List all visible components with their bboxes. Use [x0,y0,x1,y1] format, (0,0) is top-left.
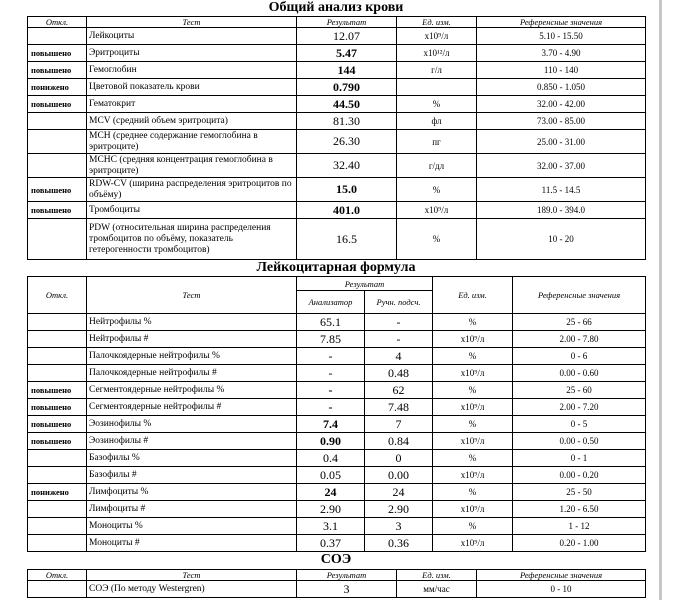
flag-cell [28,467,87,484]
test-name-cell: СОЭ (По методу Westergren) [87,581,297,598]
reference-cell: 32.00 - 42.00 [477,96,646,113]
test-name-cell: Моноциты % [87,518,297,535]
flag-cell: повышено [28,399,87,416]
test-name-cell: PDW (относительная ширина распределения тромбоцитов по объёму, показатель гетерогенности тромбоцитов) [87,219,297,260]
test-name-cell: Сегментоядерные нейтрофилы # [87,399,297,416]
manual-count-cell: - [365,331,433,348]
manual-count-cell: 7 [365,416,433,433]
flag-cell [28,535,87,552]
reference-cell: 25 - 50 [513,484,646,501]
wbc-table [27,276,646,552]
flag-cell: повышено [28,62,87,79]
reference-cell: 0.00 - 0.50 [513,433,646,450]
table-row [28,433,646,450]
flag-cell [28,28,87,45]
test-name-cell: Палочкоядерные нейтрофилы % [87,348,297,365]
test-name-cell: Базофилы % [87,450,297,467]
test-name-cell: MCHC (средняя концентрация гемоглобина в эритроците) [87,154,297,178]
table-row [28,467,646,484]
reference-cell: 2.00 - 7.20 [513,399,646,416]
manual-count-cell: 0.84 [365,433,433,450]
reference-cell: 32.00 - 37.00 [477,154,646,178]
flag-cell [28,113,87,130]
reference-cell: 110 - 140 [477,62,646,79]
table-row [28,416,646,433]
result-cell: 144 [297,62,397,79]
test-name-cell: Сегментоядерные нейтрофилы % [87,382,297,399]
analyzer-cell: - [297,348,365,365]
wbc-header-row-1 [28,277,646,291]
col-analyzer: Анализатор [297,291,365,314]
col-unit: Ед. изм. [397,17,477,28]
test-name-cell: Лимфоциты % [87,484,297,501]
flag-cell [28,518,87,535]
table-row [28,314,646,331]
analyzer-cell: - [297,365,365,382]
flag-cell: понижено [28,484,87,501]
flag-cell: повышено [28,96,87,113]
unit-cell: % [433,382,513,399]
reference-cell: 25 - 66 [513,314,646,331]
manual-count-cell: 2.90 [365,501,433,518]
test-name-cell: Моноциты # [87,535,297,552]
manual-count-cell: 24 [365,484,433,501]
test-name-cell: Палочкоядерные нейтрофилы # [87,365,297,382]
col-ref: Референсные значения [477,570,646,581]
unit-cell: x10⁹/л [433,331,513,348]
result-cell: 3 [297,581,397,598]
result-cell: 15.0 [297,178,397,202]
reference-cell: 0 - 1 [513,450,646,467]
table-row [28,79,646,96]
col-result: Результат [297,570,397,581]
flag-cell: повышено [28,382,87,399]
unit-cell: фл [397,113,477,130]
reference-cell: 10 - 20 [477,219,646,260]
table-row [28,581,646,598]
analyzer-cell: 0.05 [297,467,365,484]
reference-cell: 11.5 - 14.5 [477,178,646,202]
test-name-cell: Лимфоциты # [87,501,297,518]
flag-cell: повышено [28,202,87,219]
manual-count-cell: 4 [365,348,433,365]
unit-cell: x10⁹/л [433,399,513,416]
col-ref: Референсные значения [513,277,646,314]
analyzer-cell: 24 [297,484,365,501]
reference-cell: 0.00 - 0.60 [513,365,646,382]
col-test: Тест [87,570,297,581]
table-row [28,348,646,365]
result-cell: 12.07 [297,28,397,45]
wbc-body [28,314,646,552]
unit-cell: мм/час [397,581,477,598]
analyzer-cell: 65.1 [297,314,365,331]
unit-cell: x10⁹/л [397,202,477,219]
unit-cell: % [397,178,477,202]
manual-count-cell: 0.36 [365,535,433,552]
unit-cell: x10⁹/л [433,501,513,518]
table-row [28,331,646,348]
unit-cell: x10⁹/л [433,535,513,552]
result-cell: 32.40 [297,154,397,178]
unit-cell: % [433,348,513,365]
test-name-cell: Цветовой показатель крови [87,79,297,96]
flag-cell [28,581,87,598]
reference-cell: 25.00 - 31.00 [477,130,646,154]
analyzer-cell: 7.4 [297,416,365,433]
analyzer-cell: 0.37 [297,535,365,552]
reference-cell: 3.70 - 4.90 [477,45,646,62]
cbc-table [27,16,646,260]
unit-cell: % [433,416,513,433]
col-ref: Референсные значения [477,17,646,28]
manual-count-cell: 7.48 [365,399,433,416]
table-row [28,382,646,399]
flag-cell [28,348,87,365]
reference-cell: 73.00 - 85.00 [477,113,646,130]
reference-cell: 1.20 - 6.50 [513,501,646,518]
unit-cell: x10¹²/л [397,45,477,62]
test-name-cell: MCH (среднее содержание гемоглобина в эритроците) [87,130,297,154]
analyzer-cell: 2.90 [297,501,365,518]
unit-cell: % [397,219,477,260]
test-name-cell: Эозинофилы % [87,416,297,433]
table-row [28,130,646,154]
unit-cell: % [433,484,513,501]
table-row [28,518,646,535]
result-cell: 44.50 [297,96,397,113]
flag-cell [28,450,87,467]
test-name-cell: Нейтрофилы # [87,331,297,348]
manual-count-cell: 0 [365,450,433,467]
col-flag: Откл. [28,277,87,314]
reference-cell: 0.00 - 0.20 [513,467,646,484]
esr-body [28,581,646,598]
unit-cell: % [433,314,513,331]
reference-cell: 189.0 - 394.0 [477,202,646,219]
table-row [28,501,646,518]
reference-cell: 25 - 60 [513,382,646,399]
table-row [28,484,646,501]
flag-cell [28,219,87,260]
result-cell: 401.0 [297,202,397,219]
unit-cell [397,79,477,96]
table-row [28,450,646,467]
unit-cell: г/дл [397,154,477,178]
reference-cell: 0 - 6 [513,348,646,365]
test-name-cell: Базофилы # [87,467,297,484]
table-row [28,178,646,202]
flag-cell: повышено [28,433,87,450]
test-name-cell: Тромбоциты [87,202,297,219]
unit-cell: x10⁹/л [433,433,513,450]
flag-cell: повышено [28,178,87,202]
manual-count-cell: 0.48 [365,365,433,382]
unit-cell: % [433,518,513,535]
flag-cell: повышено [28,45,87,62]
test-name-cell: Лейкоциты [87,28,297,45]
unit-cell: % [433,450,513,467]
unit-cell: x10⁹/л [433,365,513,382]
table-row [28,399,646,416]
table-row [28,535,646,552]
analyzer-cell: 3.1 [297,518,365,535]
table-row [28,219,646,260]
unit-cell: г/л [397,62,477,79]
flag-cell [28,365,87,382]
table-row [28,202,646,219]
col-flag: Откл. [28,17,87,28]
unit-cell: x10⁹/л [433,467,513,484]
cbc-body [28,28,646,260]
col-result: Результат [297,277,433,291]
manual-count-cell: 0.00 [365,467,433,484]
unit-cell: пг [397,130,477,154]
analyzer-cell: 0.90 [297,433,365,450]
flag-cell [28,314,87,331]
test-name-cell: MCV (средний объем эритроцита) [87,113,297,130]
unit-cell: x10⁹/л [397,28,477,45]
table-row [28,45,646,62]
result-cell: 26.30 [297,130,397,154]
table-row [28,113,646,130]
flag-cell [28,154,87,178]
manual-count-cell: 62 [365,382,433,399]
table-row [28,96,646,113]
result-cell: 5.47 [297,45,397,62]
result-cell: 16.5 [297,219,397,260]
unit-cell: % [397,96,477,113]
page-edge [659,0,662,600]
result-cell: 0.790 [297,79,397,96]
result-cell: 81.30 [297,113,397,130]
esr-table [27,569,646,598]
reference-cell: 1 - 12 [513,518,646,535]
col-unit: Ед. изм. [433,277,513,314]
flag-cell: понижено [28,79,87,96]
reference-cell: 2.00 - 7.80 [513,331,646,348]
flag-cell [28,130,87,154]
table-row [28,28,646,45]
test-name-cell: Эритроциты [87,45,297,62]
manual-count-cell: 3 [365,518,433,535]
table-row [28,62,646,79]
test-name-cell: RDW-CV (ширина распределения эритроцитов по объёму) [87,178,297,202]
test-name-cell: Гематокрит [87,96,297,113]
reference-cell: 0 - 5 [513,416,646,433]
reference-cell: 0 - 10 [477,581,646,598]
reference-cell: 0.20 - 1.00 [513,535,646,552]
col-test: Тест [87,277,297,314]
col-result: Результат [297,17,397,28]
esr-header-row [28,570,646,581]
cbc-title: Общий анализ крови [268,0,404,15]
test-name-cell: Гемоглобин [87,62,297,79]
reference-cell: 5.10 - 15.50 [477,28,646,45]
table-row [28,365,646,382]
table-row [28,154,646,178]
lab-report [27,0,645,598]
flag-cell: повышено [28,416,87,433]
flag-cell [28,331,87,348]
flag-cell [28,501,87,518]
cbc-header-row [28,17,646,28]
analyzer-cell: 7.85 [297,331,365,348]
manual-count-cell: - [365,314,433,331]
col-manual: Ручн. подсч. [365,291,433,314]
esr-title: СОЭ [320,552,352,567]
analyzer-cell: 0.4 [297,450,365,467]
analyzer-cell: - [297,382,365,399]
col-unit: Ед. изм. [397,570,477,581]
test-name-cell: Нейтрофилы % [87,314,297,331]
analyzer-cell: - [297,399,365,416]
col-test: Тест [87,17,297,28]
reference-cell: 0.850 - 1.050 [477,79,646,96]
col-flag: Откл. [28,570,87,581]
test-name-cell: Эозинофилы # [87,433,297,450]
wbc-title: Лейкоцитарная формула [256,260,416,275]
